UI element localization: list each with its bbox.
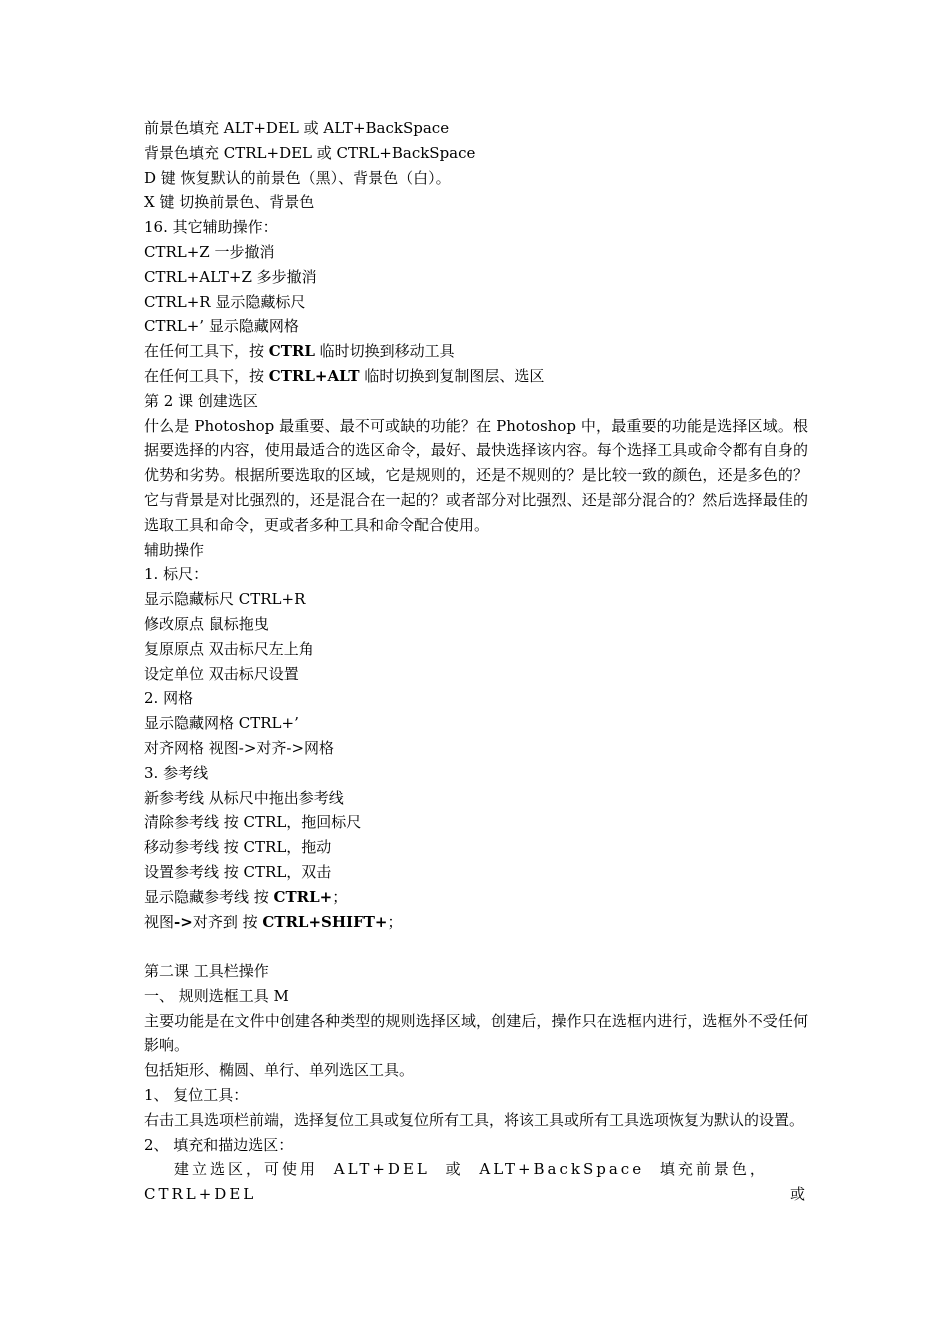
text-line: 显示隐藏标尺 CTRL+R [144, 590, 306, 609]
text-line: CTRL+’ 显示隐藏网格 [144, 317, 299, 336]
text-line: 复原原点 双击标尺左上角 [144, 639, 314, 658]
text-line: CTRL+ALT+Z 多步撤消 [144, 267, 317, 286]
paragraph: 主要功能是在文件中创建各种类型的规则选择区域，创建后，操作只在选框内进行，选框外不受任何影响。 [144, 1011, 808, 1055]
section-heading: 2、 填充和描边选区： [144, 1135, 294, 1154]
text-line: 前景色填充 ALT+DEL 或 ALT+BackSpace [144, 119, 450, 137]
text-line: 包括矩形、椭圆、单行、单列选区工具。 [144, 1061, 415, 1080]
section-heading: 一、 规则选框工具 M [144, 986, 289, 1005]
section-heading: 1. 标尺： [144, 565, 209, 584]
text-line [144, 364, 808, 389]
section-heading: 辅助操作 [144, 540, 205, 559]
document-body [144, 116, 808, 1204]
text-segment: 临时切换到移动工具 [314, 342, 455, 361]
text-line: CTRL+R 显示隐藏标尺 [144, 292, 306, 311]
text-line: 修改原点 鼠标拖曳 [144, 614, 269, 633]
section-heading: 16. 其它辅助操作： [144, 218, 278, 237]
text-line: 背景色填充 CTRL+DEL 或 CTRL+BackSpace [144, 143, 476, 162]
section-heading: 1、 复位工具： [144, 1086, 249, 1105]
paragraph-start: 建立选区，可使用 ALT+DEL 或 ALT+BackSpace 填充前景色，CTRL+DEL 或 [144, 1160, 808, 1204]
text-line: X 键 切换前景色、背景色 [144, 193, 315, 212]
text-segment: 临时切换到复制图层、选区 [359, 366, 545, 385]
text-line [144, 910, 808, 935]
text-segment: 在任何工具下，按 [144, 366, 269, 385]
text-line: CTRL+Z 一步撤消 [144, 242, 275, 261]
blank-line [144, 934, 808, 959]
text-line: 设置参考线 按 CTRL，双击 [144, 862, 332, 881]
text-line: 清除参考线 按 CTRL，拖回标尺 [144, 813, 362, 832]
text-segment-bold: -> [174, 912, 193, 931]
text-line: 移动参考线 按 CTRL，拖动 [144, 838, 332, 857]
text-line [144, 339, 808, 364]
text-line: 设定单位 双击标尺设置 [144, 664, 299, 683]
paragraph: 什么是 Photoshop 最重要、最不可或缺的功能？在 Photoshop 中，最重要的功能是选择区域。根据要选择的内容，使用最适合的选区命令，最好、最快选择该内容。每个选择工具或命令都有自身的优势和劣势。根据所要选取的区域，它是规则的，还是不规则的？是比较一致的颜色，还是多色的？它与背景是对比强烈的，还是混合在一起的？或者部分对比强烈、还是部分混合的？然后选择最佳的选取工具和命令，更或者多种工具和命令配合使用。 [144, 416, 808, 534]
text-segment: 视图 [144, 912, 175, 931]
shortcut-key: CTRL+ [273, 887, 333, 906]
text-segment: 对齐到 按 [192, 912, 263, 931]
text-segment: 在任何工具下，按 [144, 342, 269, 361]
text-segment: 显示隐藏参考线 按 [144, 887, 274, 906]
shortcut-key: CTRL+ALT [268, 366, 360, 385]
shortcut-key: CTRL [268, 342, 315, 361]
text-line: 显示隐藏网格 CTRL+’ [144, 714, 299, 733]
lesson-heading: 第 2 课 创建选区 [144, 391, 258, 410]
paragraph: 右击工具选项栏前端，选择复位工具或复位所有工具，将该工具或所有工具选项恢复为默认的设置。 [144, 1110, 805, 1129]
text-line: D 键 恢复默认的前景色（黑）、背景色（白）。 [144, 168, 451, 187]
text-segment: ； [387, 912, 403, 931]
text-line: 对齐网格 视图->对齐->网格 [144, 738, 335, 757]
text-segment: ； [332, 887, 348, 906]
lesson-heading: 第二课 工具栏操作 [144, 962, 269, 981]
section-heading: 2. 网格 [144, 689, 194, 708]
text-line: 新参考线 从标尺中拖出参考线 [144, 788, 344, 807]
text-line [144, 885, 808, 910]
section-heading: 3. 参考线 [144, 763, 209, 782]
shortcut-key: CTRL+SHIFT+ [262, 912, 388, 931]
